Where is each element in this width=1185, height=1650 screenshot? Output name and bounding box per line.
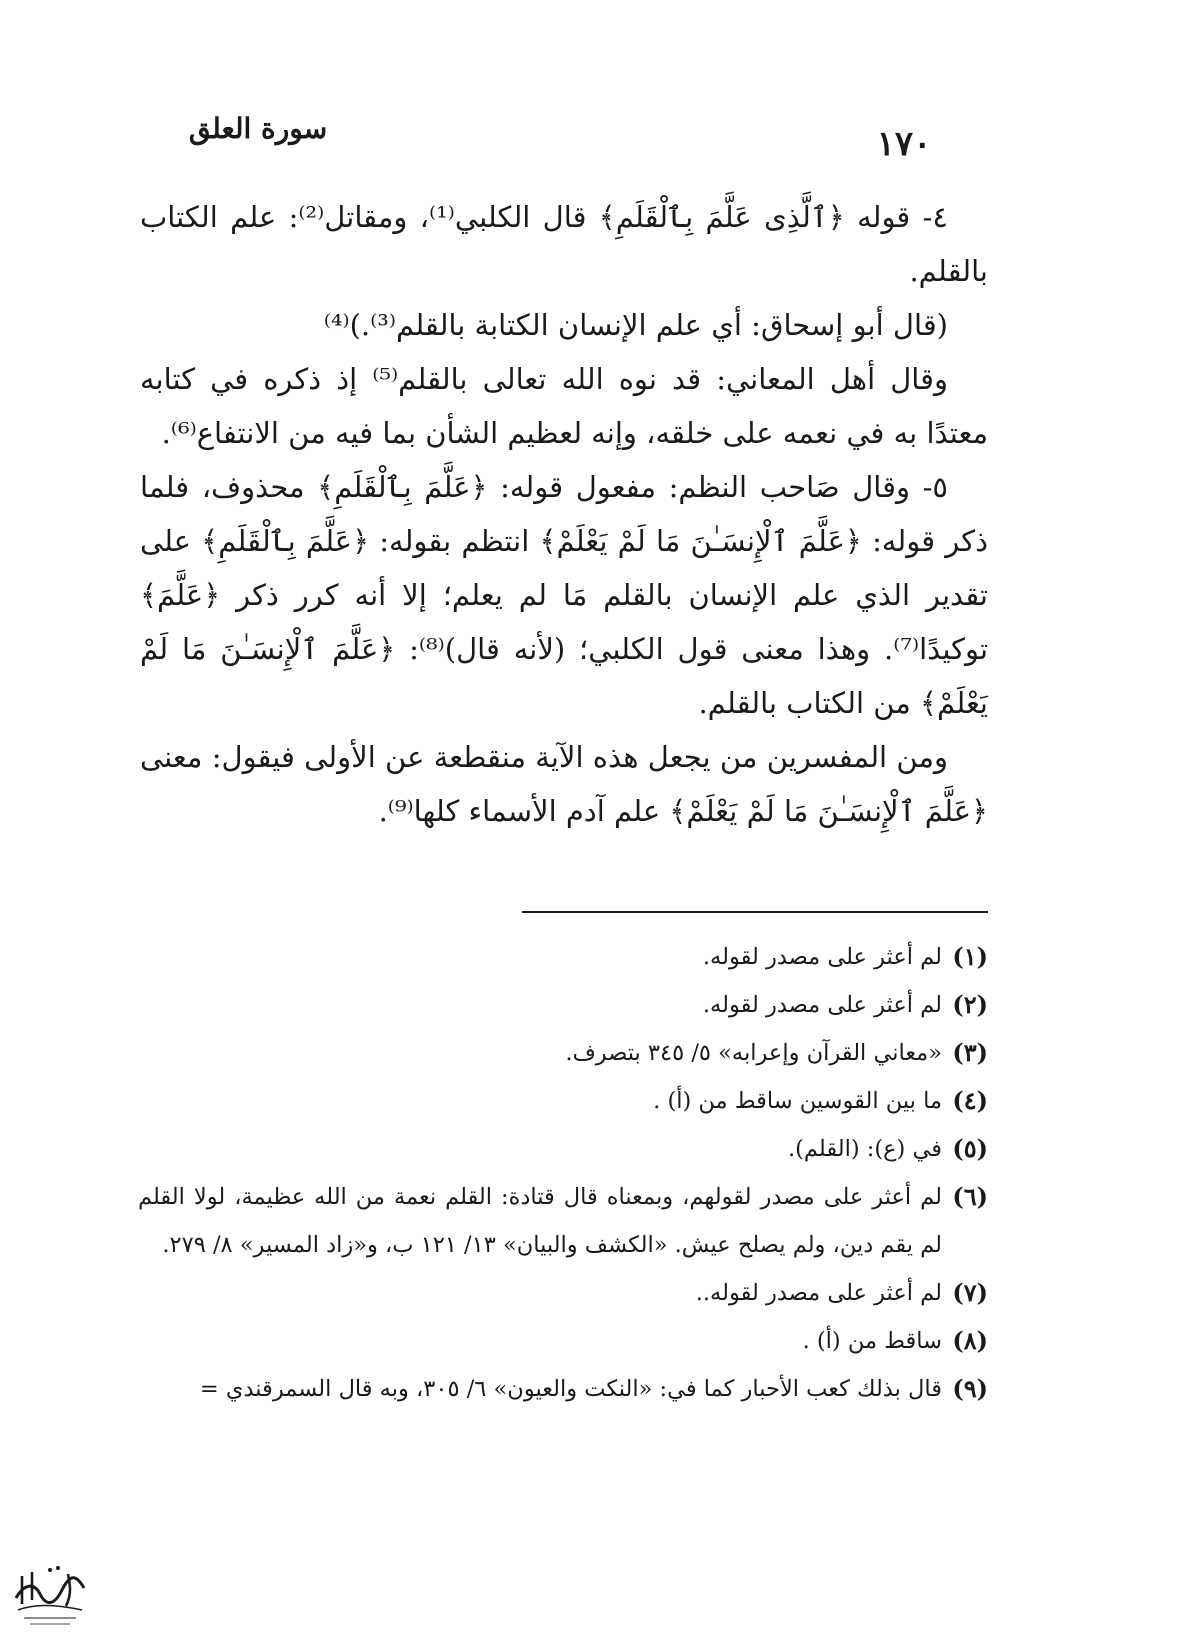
footnote xyxy=(138,933,988,981)
footnote xyxy=(138,1365,988,1413)
footnote-text: في (ع): (القلم). xyxy=(788,1136,942,1162)
page-number: ١٧٠ xyxy=(876,124,932,164)
footnote-text: لم أعثر على مصدر لقوله.. xyxy=(695,1280,942,1306)
footnote-text: قال بذلك كعب الأحبار كما في: «النكت والعيون» ٦/ ٣٠٥، وبه قال السمرقندي = xyxy=(199,1376,942,1402)
footnote-number: (٧) xyxy=(952,1278,988,1307)
footnote-number: (٨) xyxy=(952,1326,988,1355)
publisher-logo-icon xyxy=(10,1554,90,1632)
footnote-text: «معاني القرآن وإعرابه» ٥/ ٣٤٥ بتصرف. xyxy=(565,1040,942,1066)
footnote-number: (٤) xyxy=(952,1086,988,1115)
footnote-text: ساقط من (أ) . xyxy=(802,1328,942,1354)
footnotes xyxy=(138,933,988,1413)
footnote xyxy=(138,1125,988,1173)
paragraph-1: ٤- قوله ﴿ٱلَّذِى عَلَّمَ بِٱلْقَلَمِ﴾ قال الكلبي⁽¹⁾، ومقاتل⁽²⁾: علم الكتاب بالقلم. xyxy=(140,200,988,288)
footnote xyxy=(138,1269,988,1317)
footnote xyxy=(138,1077,988,1125)
paragraph-2: (قال أبو إسحاق: أي علم الإنسان الكتابة بالقلم⁽³⁾.)⁽⁴⁾ xyxy=(323,308,948,342)
footnote xyxy=(138,981,988,1029)
footnote-number: (٥) xyxy=(952,1134,988,1163)
main-text xyxy=(140,190,988,838)
footnote-text: لم أعثر على مصدر لقولهم، وبمعناه قال قتادة: القلم نعمة من الله عظيمة، لولا القلم لم يقم دين، ولم يصلح عيش. «الكشف والبيان» ١٣/ ١٢١ ب، و«زاد المسير» ٨/ ٢٧٩. xyxy=(138,1184,942,1258)
footnote-text: لم أعثر على مصدر لقوله. xyxy=(702,992,942,1018)
footnote-text: ما بين القوسين ساقط من (أ) . xyxy=(653,1088,942,1114)
footnote xyxy=(138,1029,988,1077)
paragraph-4: ٥- وقال صَاحب النظم: مفعول قوله: ﴿عَلَّمَ بِٱلْقَلَمِ﴾ محذوف، فلما ذكر قوله: ﴿عَلَّمَ ٱلْإِنسَـٰنَ مَا لَمْ يَعْلَمْ﴾ انتظم بقوله: ﴿عَلَّمَ بِٱلْقَلَمِ﴾ على تقدير الذي علم الإنسان بالقلم مَا لم يعلم؛ إلا أنه كرر ذكر ﴿عَلَّمَ﴾ توكيدًا⁽⁷⁾. وهذا معنى قول الكلبي؛ (لأنه قال)⁽⁸⁾: ﴿عَلَّمَ ٱلْإِنسَـٰنَ مَا لَمْ يَعْلَمْ﴾ من الكتاب بالقلم. xyxy=(140,470,989,720)
footnote-number: (٢) xyxy=(952,990,988,1019)
footnote xyxy=(138,1317,988,1365)
surah-title: سورة العلق xyxy=(188,112,328,145)
footnote-number: (٩) xyxy=(952,1374,988,1403)
paragraph-3: وقال أهل المعاني: قد نوه الله تعالى بالقلم⁽⁵⁾ إذ ذكره في كتابه معتدًا به في نعمه على خلقه، وإنه لعظيم الشأن بما فيه من الانتفاع⁽⁶⁾. xyxy=(140,362,988,450)
footnote-number: (٣) xyxy=(952,1038,988,1067)
footnote-text: لم أعثر على مصدر لقوله. xyxy=(702,944,942,970)
footnote xyxy=(138,1173,988,1269)
footnote-number: (١) xyxy=(952,942,988,971)
footnote-number: (٦) xyxy=(952,1182,988,1211)
paragraph-5: ومن المفسرين من يجعل هذه الآية منقطعة عن الأولى فيقول: معنى ﴿عَلَّمَ ٱلْإِنسَـٰنَ مَا لَمْ يَعْلَمْ﴾ علم آدم الأسماء كلها⁽⁹⁾. xyxy=(140,740,988,828)
footnote-divider xyxy=(522,911,988,913)
